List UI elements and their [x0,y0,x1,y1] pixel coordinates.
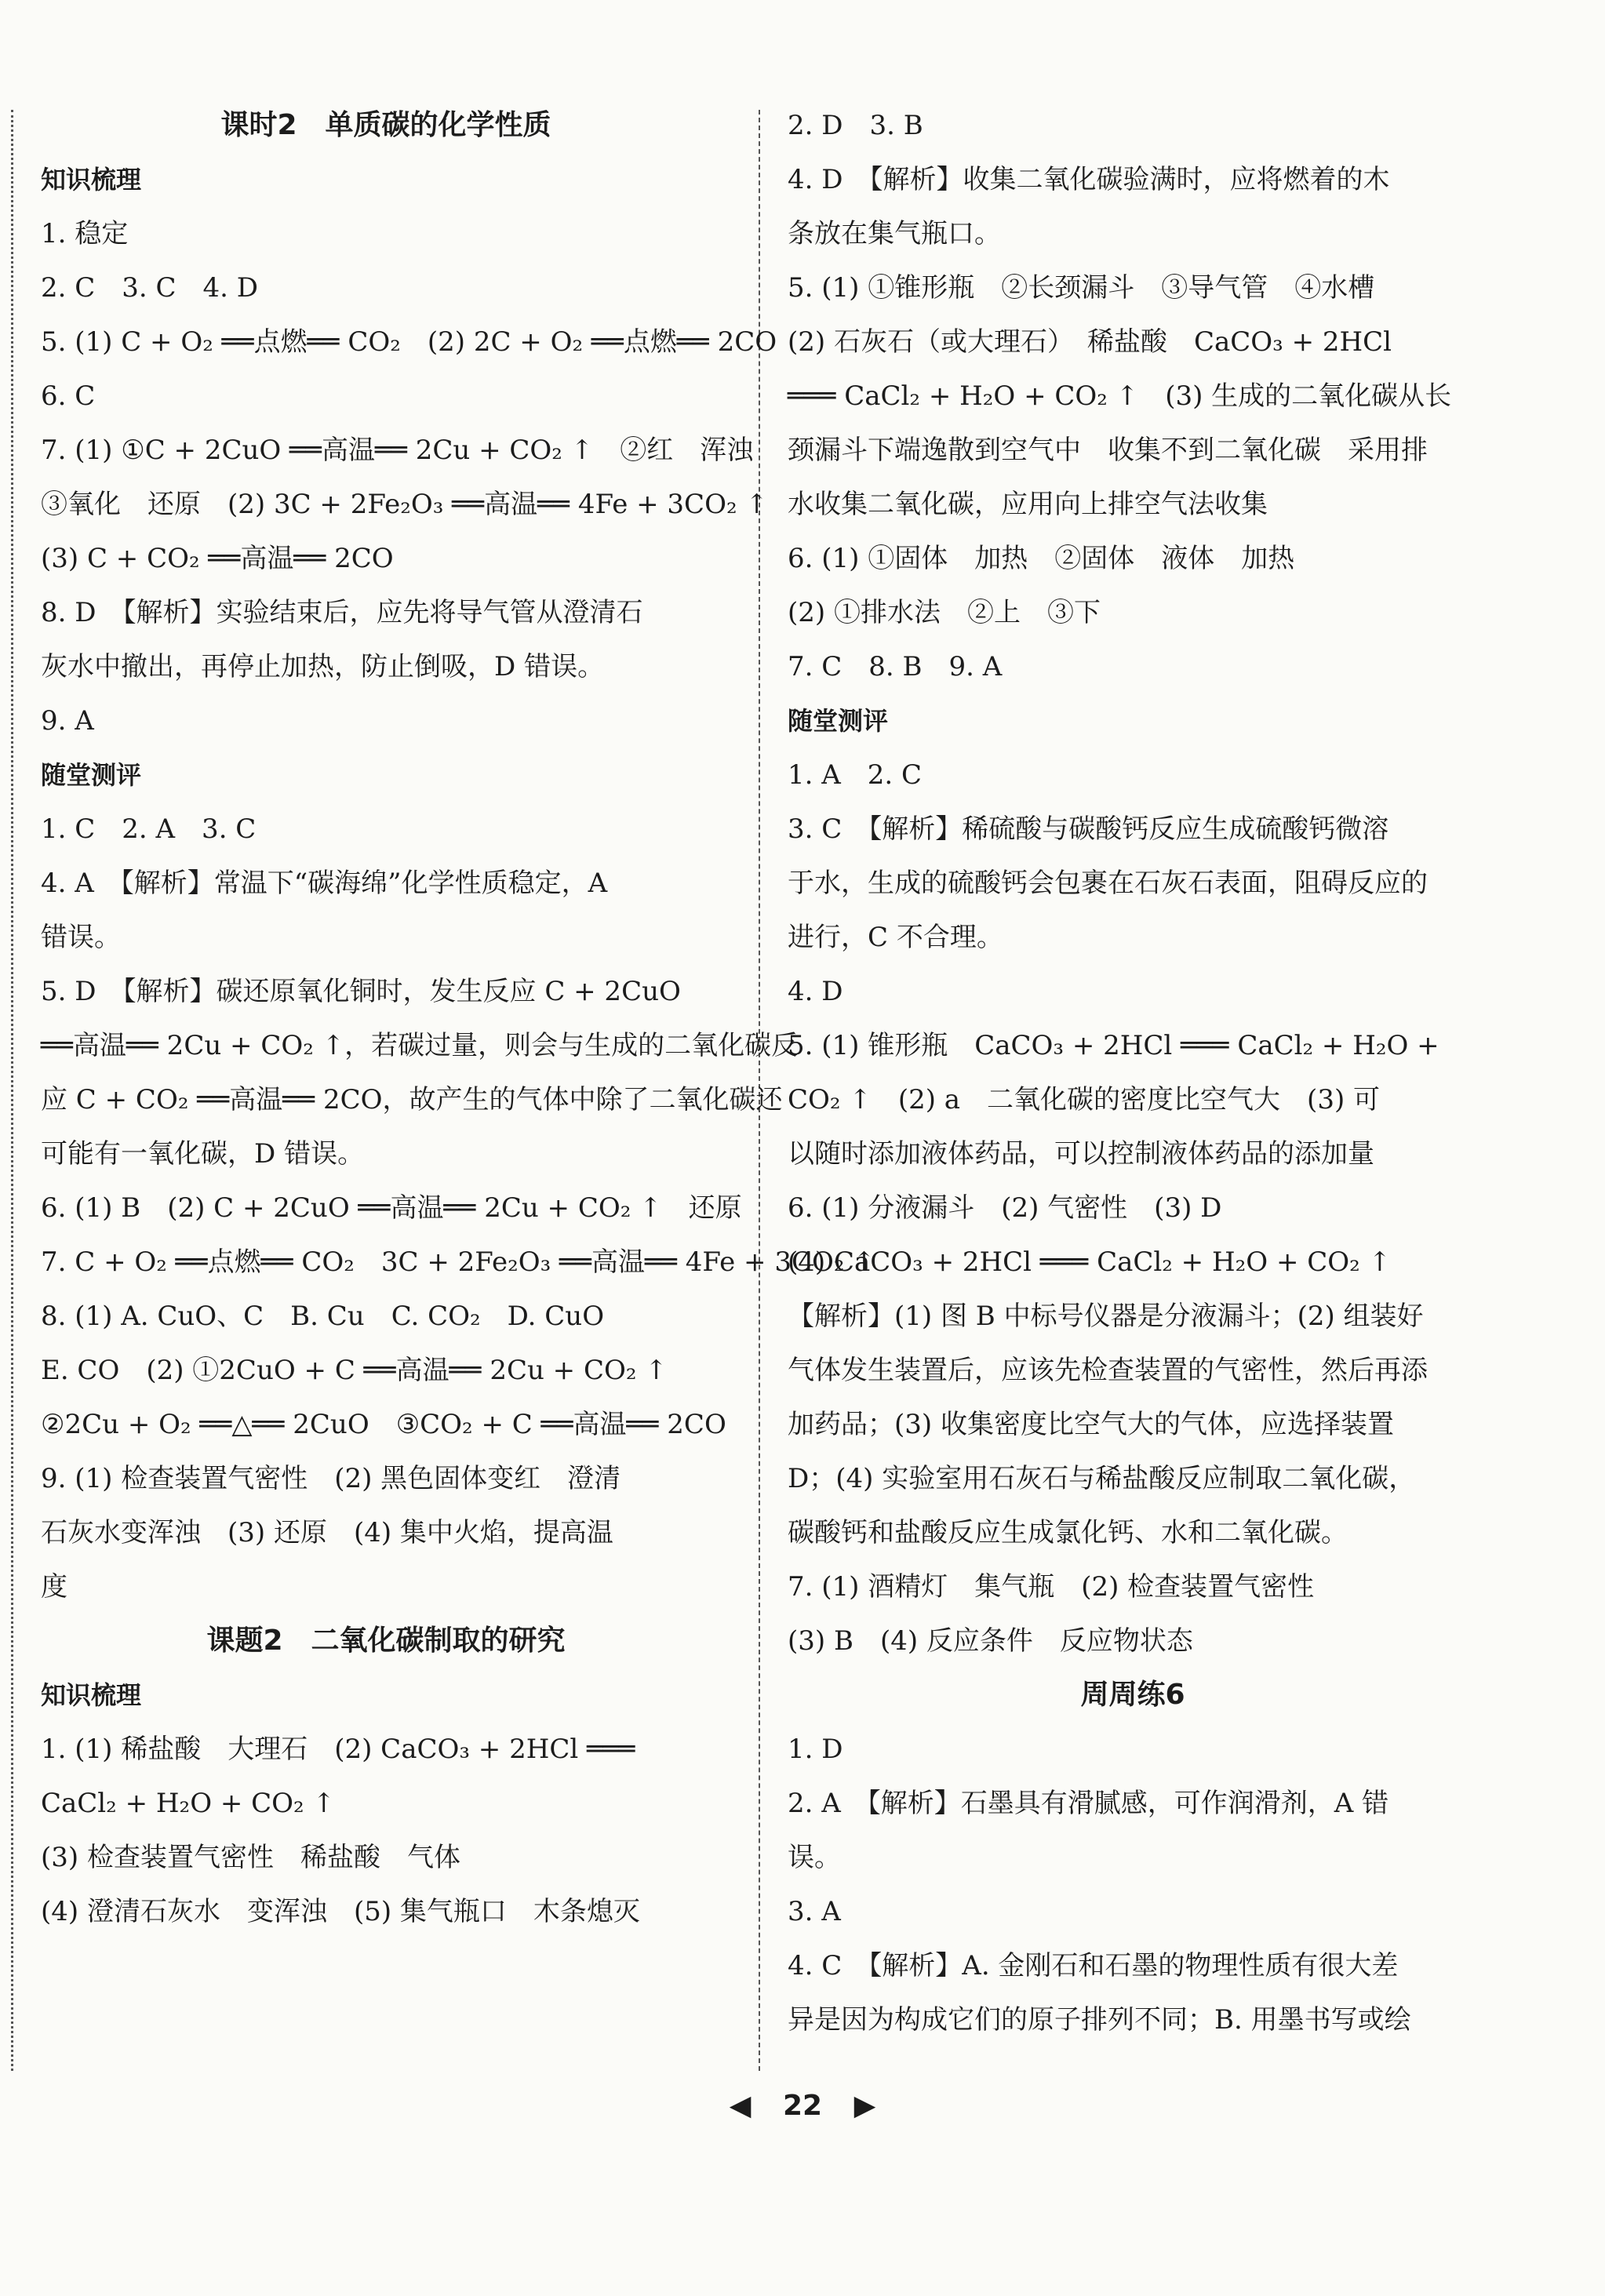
answer-line: 进行，C 不合理。 [788,922,1003,953]
page-footer [0,2090,1605,2122]
answer-line: 1. A 2. C [788,759,923,791]
answer-line: ②2Cu + O₂ ══△══ 2CuO ③CO₂ + C ══高温══ 2CO [41,1409,726,1440]
answer-line: 7. C + O₂ ══点燃══ CO₂ 3C + 2Fe₂O₃ ══高温══ 4Fe + 3CO₂ ↑ [41,1246,875,1278]
answer-line: 4. D [788,976,843,1007]
answer-line: (4) 澄清石灰水 变浑浊 (5) 集气瓶口 木条熄灭 [41,1896,640,1927]
answer-line: 碳酸钙和盐酸反应生成氯化钙、水和二氧化碳。 [788,1517,1348,1548]
answer-line: 1. 稳定 [41,218,129,249]
answer-line: 灰水中撤出，再停止加热，防止倒吸，D 错误。 [41,651,605,682]
answer-line: ③氧化 还原 (2) 3C + 2Fe₂O₃ ══高温══ 4Fe + 3CO₂ ↑ [41,489,768,520]
next-page-arrow-icon: ▶ [853,2090,876,2122]
answer-line: 于水，生成的硫酸钙会包裹在石灰石表面，阻碍反应的 [788,868,1428,899]
answer-line: 度 [41,1571,67,1603]
answer-line: E. CO (2) ①2CuO + C ══高温══ 2Cu + CO₂ ↑ [41,1355,668,1386]
answer-line: 水收集二氧化碳，应用向上排空气法收集 [788,489,1268,520]
answer-line: D；(4) 实验室用石灰石与稀盐酸反应制取二氧化碳， [788,1463,1416,1494]
answer-line: ══高温══ 2Cu + CO₂ ↑，若碳过量，则会与生成的二氧化碳反 [41,1030,799,1061]
answer-line: 气体发生装置后，应该先检查装置的气密性，然后再添 [788,1355,1428,1386]
answer-line: 7. C 8. B 9. A [788,651,1003,682]
answer-line: 6. (1) ①固体 加热 ②固体 液体 加热 [788,543,1295,574]
answer-line: (3) C + CO₂ ══高温══ 2CO [41,543,394,574]
answer-line: (2) 石灰石（或大理石） 稀盐酸 CaCO₃ + 2HCl [788,326,1392,358]
answer-line: 7. (1) 酒精灯 集气瓶 (2) 检查装置气密性 [788,1571,1315,1603]
answer-line: 误。 [788,1842,841,1873]
section-heading: 知识梳理 [41,165,142,195]
lesson-title: 课题2 二氧化碳制取的研究 [206,1625,566,1657]
answer-line: 4. C 【解析】A. 金刚石和石墨的物理性质有很大差 [788,1950,1399,1981]
answer-line: 2. D 3. B [788,110,923,141]
answer-line: CaCl₂ + H₂O + CO₂ ↑ [41,1788,335,1819]
answer-line: 【解析】(1) 图 B 中标号仪器是分液漏斗；(2) 组装好 [788,1301,1424,1332]
section-heading: 随堂测评 [41,760,142,790]
answer-line: 9. (1) 检查装置气密性 (2) 黑色固体变红 澄清 [41,1463,621,1494]
lesson-title: 课时2 单质碳的化学性质 [220,109,551,141]
answer-line: (4) CaCO₃ + 2HCl ═══ CaCl₂ + H₂O + CO₂ ↑ [788,1246,1392,1278]
page-number: 22 [782,2090,823,2122]
answer-line: 2. A 【解析】石墨具有滑腻感，可作润滑剂，A 错 [788,1788,1389,1819]
answer-line: 7. (1) ①C + 2CuO ══高温══ 2Cu + CO₂ ↑ ②红 浑浊 [41,435,754,466]
answer-line: 石灰水变浑浊 (3) 还原 (4) 集中火焰，提高温 [41,1517,613,1548]
answer-line: 6. C [41,380,96,412]
answer-line: 颈漏斗下端逸散到空气中 收集不到二氧化碳 采用排 [788,435,1428,466]
section-heading: 知识梳理 [41,1680,142,1710]
answer-line: 可能有一氧化碳，D 错误。 [41,1138,365,1170]
answer-line: 应 C + CO₂ ══高温══ 2CO，故产生的气体中除了二氧化碳还 [41,1084,783,1115]
answer-line: 3. A [788,1896,841,1927]
answer-line: 1. D [788,1734,843,1765]
answer-line: 8. D 【解析】实验结束后，应先将导气管从澄清石 [41,597,643,628]
answer-line: 加药品；(3) 收集密度比空气大的气体，应选择装置 [788,1409,1394,1440]
answer-line: 5. (1) C + O₂ ══点燃══ CO₂ (2) 2C + O₂ ══点燃══ 2CO [41,326,777,358]
answer-line: 1. C 2. A 3. C [41,813,257,845]
answer-line: 异是因为构成它们的原子排列不同；B. 用墨书写或绘 [788,2004,1411,2036]
answer-line: 4. D 【解析】收集二氧化碳验满时，应将燃着的木 [788,164,1390,195]
answer-line: 9. A [41,705,94,737]
answer-line: 4. A 【解析】常温下“碳海绵”化学性质稳定，A [41,868,608,899]
answer-line: 6. (1) 分液漏斗 (2) 气密性 (3) D [788,1192,1222,1224]
answer-line: ═══ CaCl₂ + H₂O + CO₂ ↑ (3) 生成的二氧化碳从长 [788,380,1452,412]
lesson-title: 周周练6 [1080,1679,1185,1711]
answer-line: 3. C 【解析】稀硫酸与碳酸钙反应生成硫酸钙微溶 [788,813,1389,845]
answer-line: 5. (1) 锥形瓶 CaCO₃ + 2HCl ═══ CaCl₂ + H₂O + [788,1030,1439,1061]
answer-line: CO₂ ↑ (2) a 二氧化碳的密度比空气大 (3) 可 [788,1084,1381,1115]
section-heading: 随堂测评 [788,706,889,736]
answer-line: 错误。 [41,922,121,953]
answer-line: 8. (1) A. CuO、C B. Cu C. CO₂ D. CuO [41,1301,605,1332]
left-margin-dotted-line [11,110,13,2071]
answer-line: 5. D 【解析】碳还原氧化铜时，发生反应 C + 2CuO [41,976,681,1007]
answer-line: 1. (1) 稀盐酸 大理石 (2) CaCO₃ + 2HCl ═══ [41,1734,635,1765]
right-column [788,110,1478,2058]
answer-line: 条放在集气瓶口。 [788,218,1001,249]
answer-line: 6. (1) B (2) C + 2CuO ══高温══ 2Cu + CO₂ ↑ 还原 [41,1192,742,1224]
prev-page-arrow-icon: ◀ [729,2090,752,2122]
answer-line: 2. C 3. C 4. D [41,272,259,304]
answer-line: 5. (1) ①锥形瓶 ②长颈漏斗 ③导气管 ④水槽 [788,272,1375,304]
answer-line: (3) 检查装置气密性 稀盐酸 气体 [41,1842,460,1873]
answer-line: (3) B (4) 反应条件 反应物状态 [788,1625,1193,1657]
answer-line: (2) ①排水法 ②上 ③下 [788,597,1101,628]
answer-line: 以随时添加液体药品，可以控制液体药品的添加量 [788,1138,1374,1170]
